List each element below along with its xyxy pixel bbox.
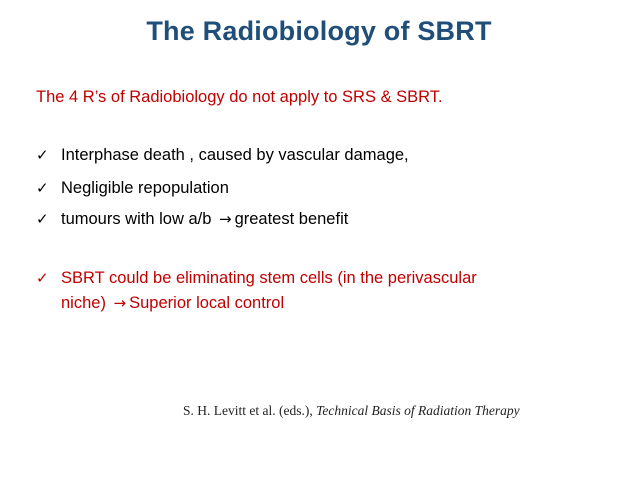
highlight-text-before: niche) [61, 294, 106, 312]
arrow-right-icon: → [219, 210, 232, 228]
checkmark-icon: ✓ [36, 269, 49, 287]
highlight-text-after: Superior local control [129, 294, 285, 312]
bullet-text-before: tumours with low a/b [61, 210, 212, 228]
citation-book-title: Technical Basis of Radiation Therapy [316, 403, 520, 418]
slide-title: The Radiobiology of SBRT [146, 16, 492, 46]
highlight-bullet-continuation [61, 293, 284, 314]
citation [183, 403, 520, 419]
highlight-bullet-line1: SBRT could be eliminating stem cells (in the perivascular [61, 269, 477, 287]
bullet-text-after: greatest benefit [234, 210, 349, 228]
bullet-item [36, 209, 348, 230]
citation-authors: S. H. Levitt et al. (eds.), [183, 403, 313, 418]
checkmark-icon: ✓ [36, 210, 49, 228]
bullet-text: Interphase death , caused by vascular damage, [61, 146, 409, 164]
bullet-item [36, 178, 229, 199]
slide-subtitle: The 4 R’s of Radiobiology do not apply to SRS & SBRT. [36, 88, 443, 106]
bullet-text: Negligible repopulation [61, 179, 229, 197]
bullet-item [36, 145, 409, 166]
highlight-bullet [36, 268, 477, 289]
arrow-right-icon: → [113, 294, 127, 312]
checkmark-icon: ✓ [36, 179, 49, 197]
checkmark-icon: ✓ [36, 146, 49, 164]
